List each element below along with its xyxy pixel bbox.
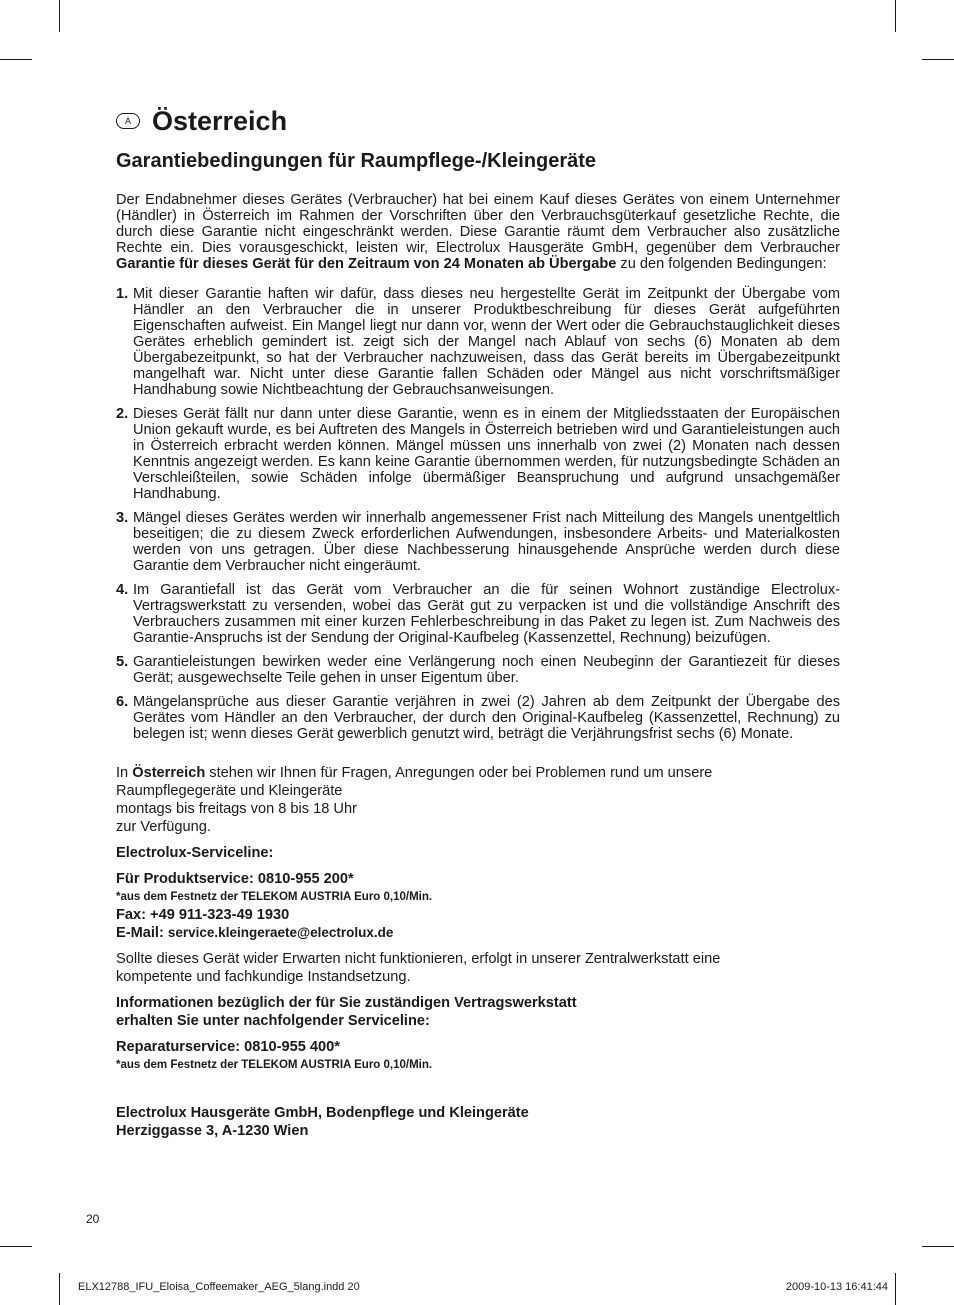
clause-item [116,694,840,742]
clause-number: 3. [116,510,129,526]
tariff-note-carrier: TELEKOM AUSTRIA [241,891,351,903]
clause-item [116,654,840,686]
clause-number: 5. [116,654,129,670]
tariff-note-price: Euro 0,10/Min. [350,1059,433,1071]
clause-item [116,286,840,398]
service-hours: montags bis freitags von 8 bis 18 Uhr [116,801,357,817]
intro-bold-text: Garantie für dieses Gerät für den Zeitraum von 24 Monaten ab Übergabe [116,256,617,272]
clause-item [116,582,840,646]
tariff-note [116,888,840,906]
tariff-note-carrier: TELEKOM AUSTRIA [241,1059,351,1071]
clause-item [116,510,840,574]
clause-text: Mit dieser Garantie haften wir dafür, dass dieses neu hergestellte Gerät im Zeitpunkt der Übergabe vom Händler an den Verbraucher die in unserer Produktbeschreibung für dieses Gerät aufgeführten Eigenschaften aufweist. Ein Mangel liegt nur dann vor, wenn der Wert oder die Gebrauchstauglichkeit dieses Gerätes erheblich gemindert ist. zeigt sich der Mangel nach Ablauf von sechs (6) Monaten ab dem Übergabezeitpunkt, so hat der Verbraucher nachzuweisen, dass das Gerät bereits im Übergabezeitpunkt mangelhaft war. Nicht unter diese Garantie fallen Schäden oder Mängel aus nicht vorschriftsmäßiger Handhabung sowie Nichtbeachtung der Gebrauchsanweisungen. [133,286,840,398]
intro-text: Der Endabnehmer dieses Gerätes (Verbraucher) hat bei einem Kauf dieses Gerätes von einem Unternehmer (Händler) in Österreich im Rahmen der Vorschriften über den Verbrauchsgüterkauf gesetzliche Rechte, die durch diese Garantie nicht eingeschränkt werden. Diese Garantie räumt dem Verbraucher also zusätzliche Rechte ein. Dies vorausgeschickt, leisten wir, Electrolux Hausgeräte GmbH, gegenüber dem Verbraucher [116,192,840,256]
service-intro-suffix: stehen wir Ihnen für Fragen, Anregungen oder bei Problemen rund um unsere [205,765,713,781]
repair-service-phone: Reparaturservice: 0810-955 400* [116,1039,340,1055]
crop-mark [922,59,954,60]
service-country: Österreich [132,765,206,781]
clause-number: 4. [116,582,129,598]
country-heading [116,104,840,138]
country-title: Österreich [152,106,288,136]
workshop-info-line: erhalten Sie unter nachfolgender Serviceline: [116,1013,430,1029]
service-intro-prefix: In [116,765,133,781]
clause-text: Garantieleistungen bewirken weder eine Verlängerung noch einen Neubeginn der Garantiezeit für dieses Gerät; ausgewechselte Teile gehen in unser Eigentum über. [133,654,840,686]
document-content [116,104,840,1140]
clause-text: Mängel dieses Gerätes werden wir innerhalb angemessener Frist nach Mitteilung des Mangels unentgeltlich beseitigen; die zu diesem Zweck erforderlichen Aufwendungen, insbesondere Arbeits- und Materialkosten werden von uns getragen. Über diese Nachbesserung hinausgehende Ansprüche werden durch diese Garantie dem Verbraucher nicht eingeräumt. [133,510,840,574]
intro-tail-text: zu den folgenden Bedingungen: [616,256,827,272]
repair-info-line: Sollte dieses Gerät wider Erwarten nicht funktionieren, erfolgt in unserer Zentralwerkstatt eine [116,951,721,967]
page-number: 20 [86,1212,100,1226]
serviceline-label: Electrolux-Serviceline: [116,845,274,861]
crop-mark [0,59,32,60]
section-title: Garantiebedingungen für Raumpflege-/Kleingeräte [116,150,597,172]
crop-mark [895,1273,896,1305]
fax-number: Fax: +49 911-323-49 1930 [116,907,290,923]
crop-mark [59,0,60,32]
tariff-note-prefix: *aus dem Festnetz der [116,891,242,903]
clause-item [116,406,840,502]
crop-mark [0,1246,32,1247]
crop-mark [59,1273,60,1305]
clause-number: 6. [116,694,129,710]
clause-number: 2. [116,406,129,422]
email-label: E-Mail: [116,925,168,941]
clause-number: 1. [116,286,129,302]
company-name: Electrolux Hausgeräte GmbH, Bodenpflege und Kleingeräte [116,1105,529,1121]
service-scope: Raumpflegegeräte und Kleingeräte [116,783,343,799]
country-code-badge: A [116,113,140,129]
tariff-note-prefix: *aus dem Festnetz der [116,1059,242,1071]
tariff-note-price: Euro 0,10/Min. [350,891,433,903]
service-availability: zur Verfügung. [116,819,211,835]
intro-paragraph [116,192,840,272]
clause-list [116,286,840,742]
email-line [116,924,840,942]
footer-timestamp: 2009-10-13 16:41:44 [785,1281,888,1293]
clause-text: Mängelansprüche aus dieser Garantie verjähren in zwei (2) Jahren ab dem Zeitpunkt der Übergabe des Gerätes vom Händler an den Verbraucher, der durch den Original-Kaufbeleg (Kassenzettel, Rechnung) zu belegen ist; wenn dieses Gerät gewerblich genutzt wird, beträgt die Verjährungsfrist sechs (6) Monate. [133,694,840,742]
footer-filename: ELX12788_IFU_Eloisa_Coffeemaker_AEG_5lang.indd 20 [78,1281,360,1293]
company-address: Herziggasse 3, A-1230 Wien [116,1123,309,1139]
repair-info-line: kompetente und fachkundige Instandsetzung. [116,969,411,985]
crop-mark [922,1246,954,1247]
clause-text: Dieses Gerät fällt nur dann unter diese Garantie, wenn es in einem der Mitgliedsstaaten der Europäischen Union gekauft wurde, es bei Auftreten des Mangels in Österreich betrieben wird und Garantieleistungen auch in Österreich erbracht werden können. Mängel müssen uns innerhalb von zwei (2) Monaten nach dessen Kenntnis angezeigt werden. Es kann keine Garantie übernommen werden, für nutzungsbedingte Schäden an Verschleißteilen, sowie Schäden infolge übermäßiger Beanspruchung und aufgrund unsachgemäßer Handhabung. [133,406,840,502]
workshop-info-line: Informationen bezüglich der für Sie zuständigen Vertragswerkstatt [116,995,577,1011]
service-section [116,764,840,1140]
email-address: service.kleingeraete@electrolux.de [167,925,394,940]
clause-text: Im Garantiefall ist das Gerät vom Verbraucher an die für seinen Wohnort zuständige Electrolux-Vertragswerkstatt zu versenden, wobei das Gerät gut zu verpacken ist und die vollständige Anschrift des Verbrauchers zusammen mit einer kurzen Fehlerbeschreibung in das Paket zu legen ist. Zum Nachweis des Garantie-Anspruchs ist der Sendung der Original-Kaufbeleg (Kassenzettel, Rechnung) beizufügen. [133,582,840,646]
product-service-phone: Für Produktservice: 0810-955 200* [116,871,354,887]
tariff-note [116,1056,840,1074]
crop-mark [895,0,896,32]
service-intro-line [116,764,840,782]
